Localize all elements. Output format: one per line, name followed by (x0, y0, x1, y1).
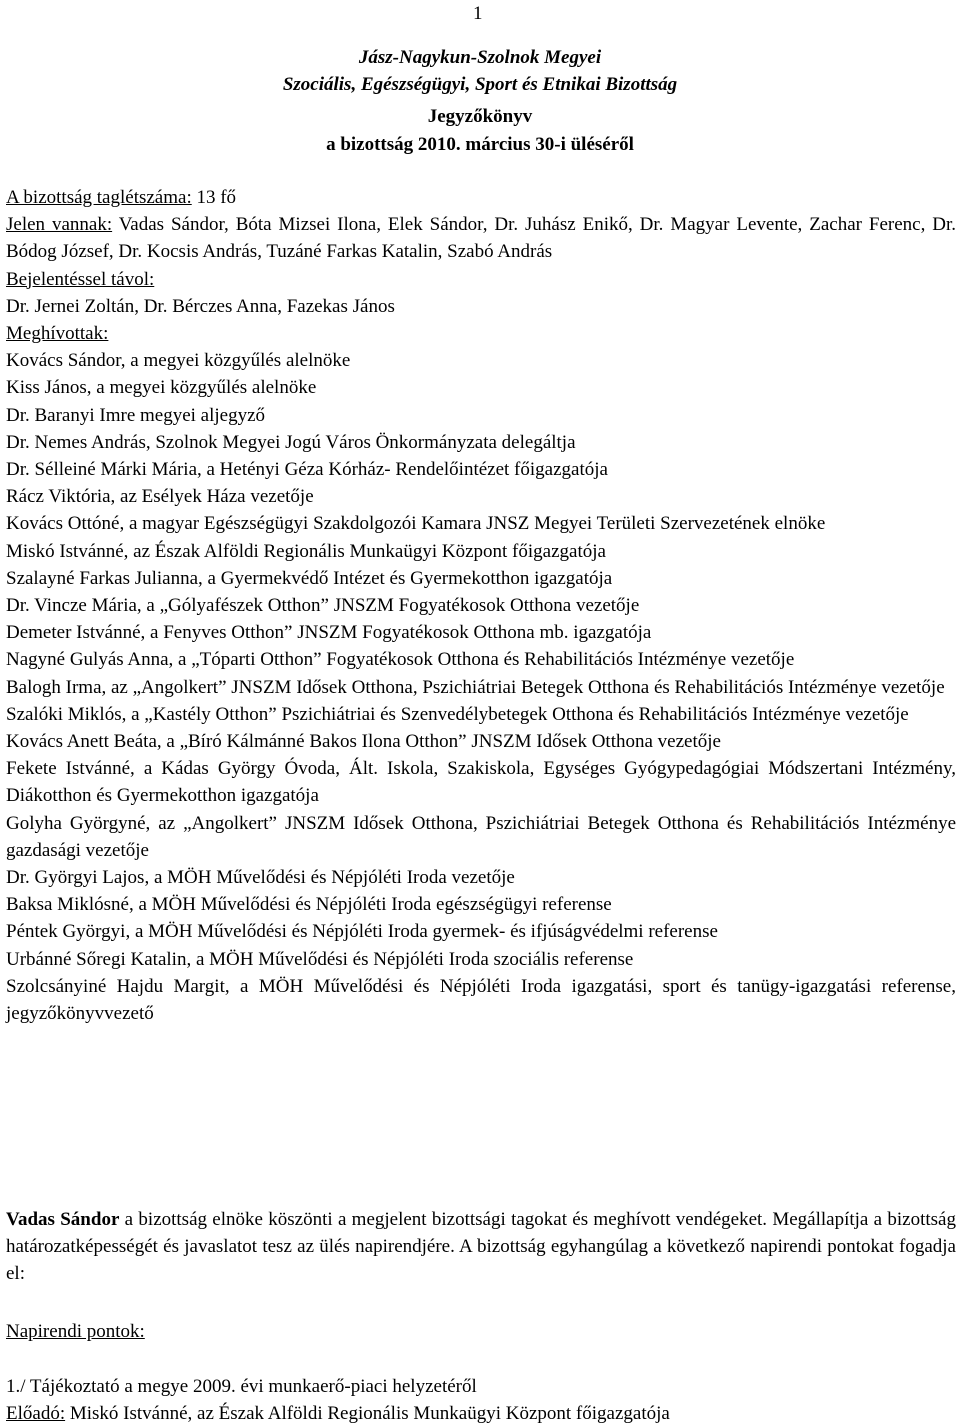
invited-person: Dr. Baranyi Imre megyei aljegyző (6, 404, 266, 426)
header-committee: Szociális, Egészségügyi, Sport és Etnikai Bizottság (282, 74, 678, 95)
document-subtitle: a bizottság 2010. március 30-i üléséről (326, 134, 634, 155)
invited-person: Miskó Istvánné, az Észak Alföldi Regionális Munkaügyi Központ főigazgatója (6, 540, 606, 562)
invited-person: Demeter Istvánné, a Fenyves Otthon” JNSZM Fogyatékosok Otthona mb. igazgatója (6, 622, 652, 644)
invited-person: Dr. Györgyi Lajos, a MÖH Művelődési és Népjóléti Iroda vezetője (6, 867, 515, 889)
invited-person: Kovács Ottóné, a magyar Egészségügyi Szakdolgozói Kamara JNSZ Megyei Területi Szervezetének elnöke (6, 513, 826, 535)
invited-person: Rácz Viktória, az Esélyek Háza vezetője (6, 486, 314, 508)
presenter-label: Előadó: (6, 1403, 66, 1425)
committee-size (6, 184, 956, 211)
invited-person: Dr. Sélleiné Márki Mária, a Hetényi Géza Kórház- Rendelőintézet főigazgatója (6, 459, 608, 481)
attendance-section (6, 184, 956, 1027)
agenda-list (6, 1373, 956, 1427)
committee-size-label: A bizottság taglétszáma: (6, 187, 192, 208)
presenter-text: Miskó Istvánné, az Észak Alföldi Regionális Munkaügyi Központ főigazgatója (65, 1403, 670, 1425)
opening-text: a bizottság elnöke köszönti a megjelent bizottsági tagokat és meghívott vendégeket. Megállapítja a bizottság határozatképességét és javaslatot tesz az ülés napirendjére. A bizottság egyhangúlag a következő napirendi pontokat fogadja el: (6, 1209, 956, 1285)
document-title: Jegyzőkönyv (427, 106, 533, 127)
invited-person: Balogh Irma, az „Angolkert” JNSZM Idősek Otthona, Pszichiátriai Betegek Otthona és Rehabilitációs Intézménye vezetője (6, 676, 945, 698)
present-members (6, 211, 956, 265)
invited-person: Szalóki Miklós, a „Kastély Otthon” Pszichiátriai és Szenvedélybetegek Otthona és Rehabilitációs Intézménye vezetője (6, 703, 909, 725)
header-org: Jász-Nagykun-Szolnok Megyei (358, 47, 602, 68)
invited-person: Urbánné Sőregi Katalin, a MÖH Művelődési és Népjóléti Iroda szociális referense (6, 948, 634, 970)
invited-person: Fekete Istvánné, a Kádas György Óvoda, Ált. Iskola, Szakiskola, Egységes Gyógypedagógiai Módszertani Intézmény, Diákotthon és Gyermekotthon igazgatója (6, 758, 956, 807)
invited-person: Kiss János, a megyei közgyűlés alelnöke (6, 377, 317, 399)
invited-person: Szolcsányiné Hajdu Margit, a MÖH Művelődési és Népjóléti Iroda igazgatási, sport és tanügy-igazgatási referense, jegyzőkönyvvezető (6, 975, 956, 1025)
committee-size-value: 13 fő (191, 187, 237, 208)
present-label: Jelen vannak: (6, 214, 113, 236)
invited-person: Dr. Vincze Mária, a „Gólyafészek Otthon” JNSZM Fogyatékosok Otthona vezetője (6, 595, 640, 617)
agenda-presenter (6, 1400, 956, 1427)
chair-name: Vadas Sándor (6, 1209, 120, 1230)
agenda-heading: Napirendi pontok: (6, 1321, 145, 1342)
invited-person: Baksa Miklósné, a MÖH Művelődési és Népjóléti Iroda egészségügyi referense (6, 894, 612, 916)
invited-person: Szalayné Farkas Julianna, a Gyermekvédő Intézet és Gyermekotthon igazgatója (6, 567, 613, 589)
page-number: 1 (473, 3, 483, 24)
invited-person: Kovács Anett Beáta, a „Bíró Kálmánné Bakos Ilona Otthon” JNSZM Idősek Otthona vezetője (6, 731, 721, 753)
invited-person: Nagyné Gulyás Anna, a „Tóparti Otthon” Fogyatékosok Otthona és Rehabilitációs Intézménye vezetője (6, 649, 795, 671)
invited-person: Dr. Nemes András, Szolnok Megyei Jogú Város Önkormányzata delegáltja (6, 431, 576, 453)
opening-paragraph (6, 1206, 956, 1288)
present-list: Vadas Sándor, Bóta Mizsei Ilona, Elek Sándor, Dr. Juhász Enikő, Dr. Magyar Levente, Zachar Ferenc, Dr. Bódog József, Dr. Kocsis András, Tuzáné Farkas Katalin, Szabó András (6, 214, 956, 263)
invited-person: Péntek Györgyi, a MÖH Művelődési és Népjóléti Iroda gyermek- és ifjúságvédelmi referense (6, 921, 718, 943)
absent-label: Bejelentéssel távol: (6, 268, 155, 290)
invited-person: Kovács Sándor, a megyei közgyűlés alelnöke (6, 350, 351, 372)
absent-list: Dr. Jernei Zoltán, Dr. Bérczes Anna, Fazekas János (6, 295, 395, 317)
invited-person: Golyha Györgyné, az „Angolkert” JNSZM Idősek Otthona, Pszichiátriai Betegek Otthona és Rehabilitációs Intézménye gazdasági vezetője (6, 812, 956, 861)
agenda-item-1: 1./ Tájékoztató a megye 2009. évi munkaerő-piaci helyzetéről (6, 1376, 477, 1397)
invited-list (6, 347, 956, 1027)
invited-label: Meghívottak: (6, 323, 109, 345)
